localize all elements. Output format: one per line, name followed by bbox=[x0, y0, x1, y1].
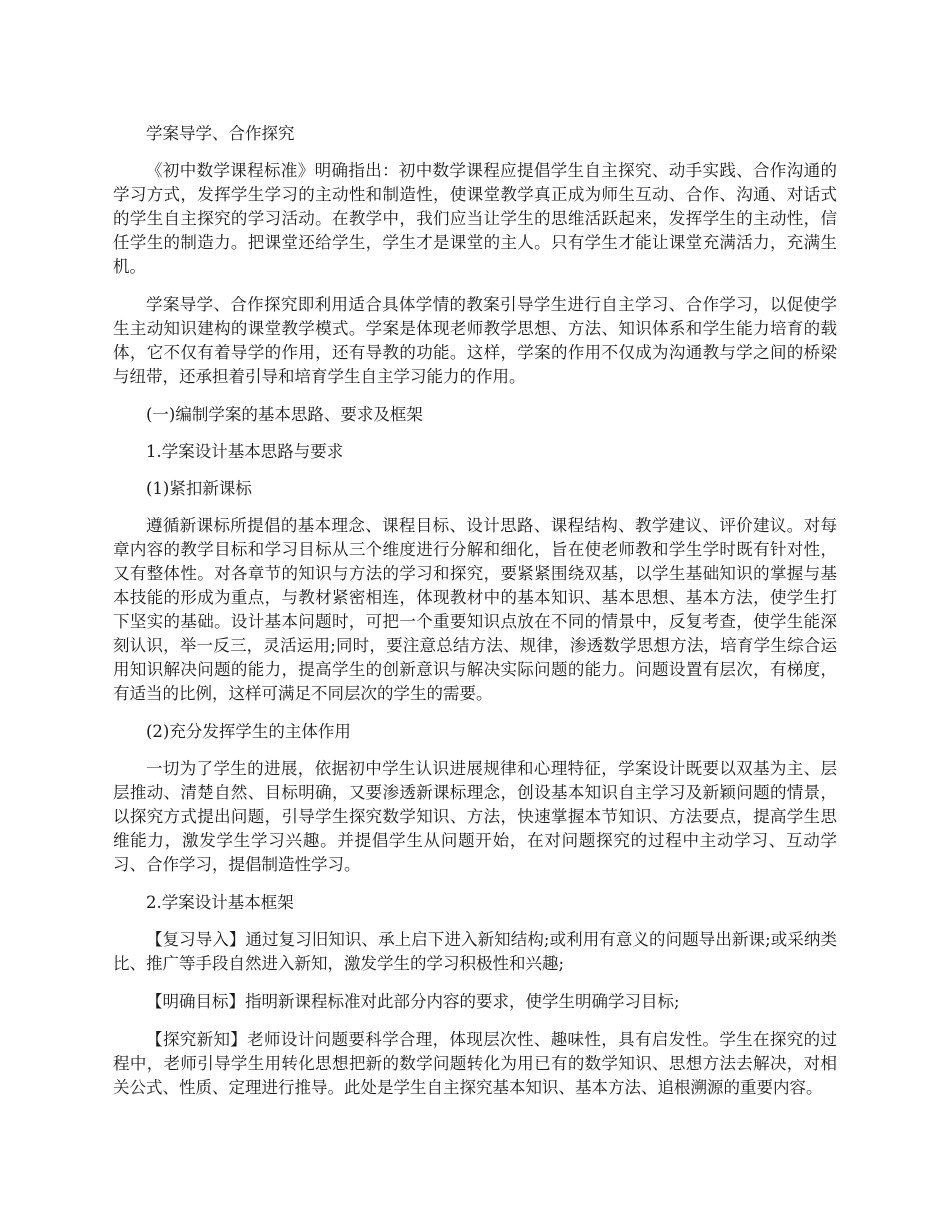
item-heading-1: (1)紧扣新课标 bbox=[146, 479, 252, 498]
paragraph-explore-new: 【探究新知】老师设计问题要科学合理，体现层次性、趣味性，具有启发性。学生在探究的过程中，老师引导学生用转化思想把新的数学问题转化为用已有的数学知识、思想方法去解决，对相关公式、性质、定理进行推导。此处是学生自主探究基本知识、基本方法、追根溯源的重要内容。 bbox=[113, 1030, 837, 1097]
paragraph-guided-learning: 学案导学、合作探究即利用适合具体学情的教案引导学生进行自主学习、合作学习，以促使学生主动知识建构的课堂教学模式。学案是体现老师教学思想、方法、知识体系和学生能力培育的载体，它不仅有着导学的作用，还有导教的功能。这样，学案的作用不仅成为沟通教与学之间的桥梁与纽带，还承担着引导和培育学生自主学习能力的作用。 bbox=[113, 295, 837, 386]
item-heading-2: (2)充分发挥学生的主体作用 bbox=[146, 722, 351, 741]
subsection-heading-2: 2.学案设计基本框架 bbox=[146, 893, 294, 912]
paragraph-student-role: 一切为了学生的进展，依据初中学生认识进展规律和心理特征，学案设计既要以双基为主、层层推动、清楚自然、目标明确，又要渗透新课标理念，创设基本知识自主学习及新颖问题的情景，以探究方式提出问题，引导学生探究数学知识、方法，快速掌握本节知识、方法要点，提高学生思维能力，激发学生学习兴趣。并提倡学生从问题开始，在对问题探究的过程中主动学习、互动学习、合作学习，提倡制造性学习。 bbox=[113, 759, 837, 874]
paragraph-curriculum-standard: 《初中数学课程标准》明确指出：初中数学课程应提倡学生自主探究、动手实践、合作沟通的学习方式，发挥学生学习的主动性和制造性，使课堂教学真正成为师生互动、合作、沟通、对话式的学生自主探究的学习活动。在教学中，我们应当让学生的思维活跃起来，发挥学生的主动性，信任学生的制造力。把课堂还给学生，学生才是课堂的主人。只有学生才能让课堂充满活力，充满生机。 bbox=[113, 161, 837, 276]
paragraph-clear-goals: 【明确目标】指明新课程标准对此部分内容的要求，使学生明确学习目标; bbox=[146, 992, 680, 1011]
paragraph-new-standard: 遵循新课标所提倡的基本理念、课程目标、设计思路、课程结构、教学建议、评价建议。对每章内容的教学目标和学习目标从三个维度进行分解和细化，旨在使老师教和学生学时既有针对性，又有整体性。对各章节的知识与方法的学习和探究，要紧紧围绕双基，以学生基础知识的掌握与基本技能的形成为重点，与教材紧密相连，体现教材中的基本知识、基本思想、基本方法，使学生打下坚实的基础。设计基本问题时，可把一个重要知识点放在不同的情景中，反复考查，使学生能深刻认识，举一反三，灵活运用;同时，要注意总结方法、规律，渗透数学思想方法，培育学生综合运用知识解决问题的能力，提高学生的创新意识与解决实际问题的能力。问题设置有层次，有梯度，有适当的比例，这样可满足不同层次的学生的需要。 bbox=[113, 516, 837, 703]
subsection-heading-1: (一)编制学案的基本思路、要求及框架 bbox=[146, 405, 423, 424]
document-page bbox=[113, 122, 837, 1114]
paragraph-review-intro: 【复习导入】通过复习旧知识、承上启下进入新知结构;或利用有意义的问题导出新课;或采纳类比、推广等手段自然进入新知，激发学生的学习积极性和兴趣; bbox=[113, 930, 837, 973]
subsection-heading-1-1: 1.学案设计基本思路与要求 bbox=[146, 442, 344, 461]
section-title: 学案导学、合作探究 bbox=[146, 124, 295, 143]
